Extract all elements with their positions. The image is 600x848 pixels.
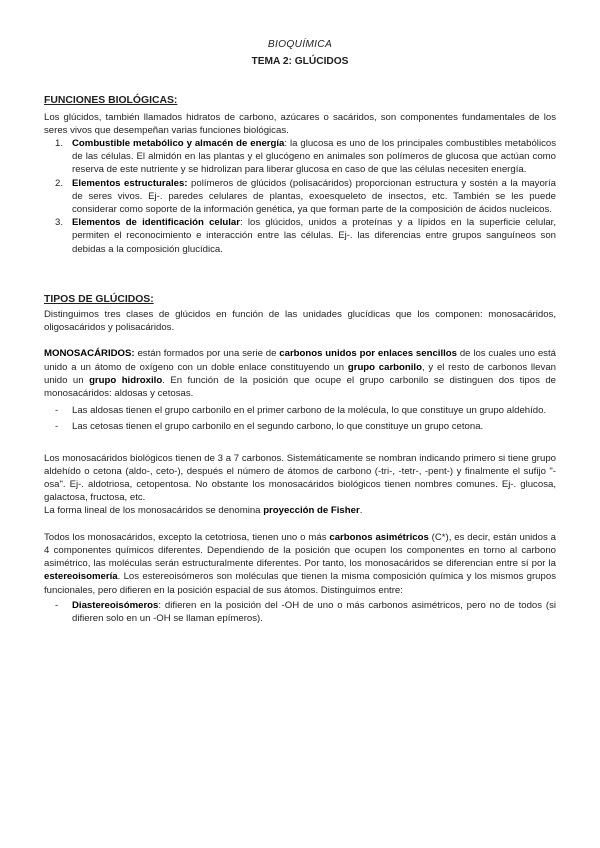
bold-term: grupo hidroxilo — [89, 374, 163, 386]
list-item-term: Combustible metabólico y almacén de energía — [72, 138, 285, 150]
bold-term: proyección de Fisher — [263, 505, 360, 517]
list-item — [44, 216, 556, 256]
fisher-paragraph — [44, 504, 556, 517]
funciones-list — [44, 137, 556, 256]
section-title-funciones: FUNCIONES BIOLÓGICAS: — [44, 95, 178, 107]
text-run: . — [359, 505, 363, 517]
text-run: (C*), es decir, están unidos a 4 componentes químicos diferentes. Dependiendo de la posición que ocupen los componentes en torno al carbono asimétrico, las moléculas serán estructuralmente diferentes. Por tanto, los monosacáridos se diferencian entre sí por la — [44, 531, 556, 570]
list-item-text: : difieren en la posición del -OH de uno o más carbonos asimétricos, pero no de todos (si difieren solo en un -OH se llaman epímeros). — [72, 599, 556, 624]
list-number: 2. — [55, 177, 64, 189]
bold-term: carbonos unidos por enlaces sencillos — [279, 348, 457, 360]
section-title-tipos: TIPOS DE GLÚCIDOS: — [44, 293, 154, 305]
topic-title: TEMA 2: GLÚCIDOS — [251, 56, 349, 68]
aldosas-cetosas-list — [44, 404, 556, 433]
subject-title: BIOQUÍMICA — [267, 39, 333, 50]
bold-term: carbonos asimétricos — [329, 531, 429, 543]
list-item — [44, 420, 556, 433]
list-item-term: Elementos estructurales: — [72, 177, 188, 189]
list-item-text: Las aldosas tienen el grupo carbonilo en el primer carbono de la molécula, lo que constituye un grupo aldehído. — [72, 405, 547, 417]
list-item — [44, 137, 556, 177]
bold-term: estereoisomería — [44, 571, 118, 583]
list-item-term: Diastereoisómeros — [72, 599, 159, 611]
monosacaridos-term: MONOSACÁRIDOS: — [44, 348, 135, 360]
text-run: Todos los monosacáridos, excepto la cetotriosa, tienen uno o más — [44, 531, 330, 543]
list-item — [44, 599, 556, 625]
text-run: La forma lineal de los monosacáridos se denomina — [44, 505, 264, 517]
asimetricos-paragraph — [44, 531, 556, 597]
dash-marker: - — [55, 421, 59, 433]
text-run: están formados por una serie de — [134, 348, 280, 360]
text-run: de los cuales uno está unido a un átomo de oxígeno con un doble enlace constituyendo un — [44, 348, 556, 373]
list-item-term: Elementos de identificación celular — [72, 217, 241, 229]
list-item-text: Las cetosas tienen el grupo carbonilo en el segundo carbono, lo que constituye un grupo cetona. — [72, 421, 484, 433]
list-item — [44, 177, 556, 217]
carbonos-paragraph: Los monosacáridos biológicos tienen de 3 a 7 carbonos. Sistemáticamente se nombran indicando primero si tiene grupo aldehído o cetona (aldo-, ceto-), después el número de átomos de carbono (-tri-, -tetr-, -pent-) y finalmente el sufijo "-osa". Ej-. aldotriosa, cetopentosa. No obstante los monosacáridos biológicos tienen nombres comunes. Ej-. glucosa, galactosa, fructosa, etc. — [44, 452, 556, 504]
dash-marker: - — [55, 599, 59, 611]
text-run: . Los estereoisómeros son moléculas que tienen la misma composición química y los mismos grupos funcionales, pero difieren en la posición espacial de sus átomos. Distinguimos entre: — [44, 571, 556, 596]
text-run: . En función de la posición que ocupe el grupo carbonilo se distinguen dos tipos de monosacáridos: aldosas y cetosas. — [44, 374, 556, 400]
list-item-text: : los glúcidos, unidos a proteínas y a lípidos en la superficie celular, permiten el reconocimiento e interacción entre las células. Ej-. las diferencias entre grupos sanguíneos son debidas a la composición glucídica. — [72, 217, 556, 255]
list-item-text: : la glucosa es uno de los principales combustibles metabólicos de las células. El almidón en las plantas y el glucógeno en animales son polímeros de glucosa que actúan como reserva de este nutriente y se hidrolizan para liberar glucosa en caso de que las células necesiten energía. — [72, 138, 557, 176]
bold-term: grupo carbonilo — [347, 361, 422, 373]
list-number: 3. — [55, 217, 64, 229]
tipos-intro: Distinguimos tres clases de glúcidos en función de las unidades glucídicas que los componen: monosacáridos, oligosacáridos y polisacáridos. — [44, 309, 556, 334]
estereoisomeros-list — [44, 599, 556, 625]
list-item — [44, 404, 556, 417]
list-number: 1. — [55, 138, 64, 150]
monosacaridos-paragraph — [44, 347, 556, 400]
list-item-text: polímeros de glúcidos (polisacáridos) proporcionan estructura y sostén a la mayoría de seres vivos. Ej-. paredes celulares de plantas, exoesqueleto de insectos, etc. También se les puede considerar como soporte de la información genética, ya que forman parte de la composición de ácidos nucleicos. — [72, 177, 556, 216]
text-run: , y el resto de carbonos llevan unido un — [44, 361, 556, 386]
funciones-intro: Los glúcidos, también llamados hidratos de carbono, azúcares o sacáridos, son componentes fundamentales de los seres vivos que desempeñan varias funciones biológicas. — [44, 111, 556, 136]
dash-marker: - — [55, 405, 59, 417]
